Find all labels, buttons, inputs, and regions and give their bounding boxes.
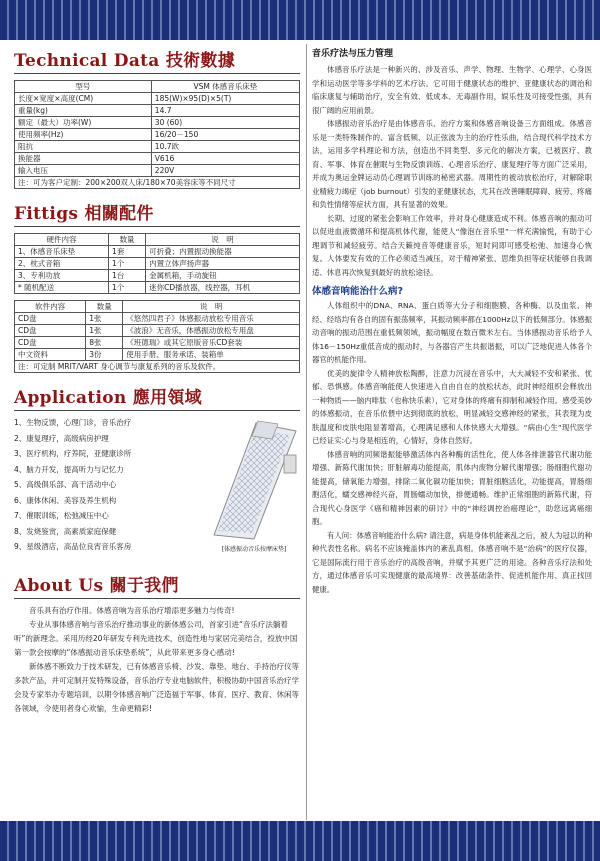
table-cell: 1个	[109, 282, 146, 294]
table-header-row	[15, 234, 300, 246]
list-item: 5、高级俱乐部、高干活动中心	[14, 480, 117, 489]
heading-rule	[14, 410, 300, 411]
table-header-cell: 说 明	[123, 301, 300, 313]
table-cell: 可折叠；内置振动换能器	[146, 246, 300, 258]
table-cell: 30 (60)	[151, 117, 299, 129]
body-paragraph: 优美的旋律令人精神放松陶醉，注意力沉浸在音乐中，大大减轻不安和紧张、忧郁、恐惧感。体感音响能使人快速进入自由自在的放松状态，此时神经组织会释放出一种物质——脑内啡肽（也称快乐素），它对身体的疼痛有抑制和减轻作用。感受美妙的体感振动，在音乐依偎中达到彻底的放松，明显减轻交感神经的紧张，其表现为皮肤温度和皮肤电阻显著增高，心理满足感和人体快感大大增强。“病由心生”现代医学已经证实:心与身是相连的，心情好，身体自然好。	[312, 368, 592, 445]
table-cell: 使用频率(Hz)	[15, 129, 152, 141]
table-cell: CD盘	[15, 313, 86, 325]
fittings-section	[14, 199, 300, 373]
bottom-stripe-band	[0, 821, 600, 861]
table-cell: CD盘	[15, 325, 86, 337]
heading-rule	[14, 226, 300, 227]
table-cell: 3、专利功放	[15, 270, 109, 282]
table-cell: 重量(kg)	[15, 105, 152, 117]
fittings-note: 注：可定制 MRIT/VART 身心调节与康复系列的音乐及软件。	[14, 361, 300, 373]
technical-data-title: Technical Data 技術數據	[14, 51, 236, 71]
about-section	[14, 571, 300, 716]
table-header-cell: 型号	[15, 81, 152, 93]
table-row	[15, 141, 300, 153]
table-cell: 14.7	[151, 105, 299, 117]
table-header-row	[15, 301, 300, 313]
top-stripe-band	[0, 0, 600, 40]
table-row	[15, 105, 300, 117]
software-table	[14, 300, 300, 361]
list-item: 6、康体休闲、美容及养生机构	[14, 495, 117, 505]
music-therapy-heading: 音乐疗法与压力管理	[312, 49, 394, 59]
table-cell: 换能器	[15, 153, 152, 165]
table-row	[15, 246, 300, 258]
table-row	[15, 153, 300, 165]
table-row	[15, 337, 300, 349]
mattress-image	[206, 415, 302, 553]
table-cell: 1张	[86, 325, 123, 337]
right-column	[312, 46, 592, 596]
table-cell: 220V	[151, 165, 299, 177]
what-can-it-treat-heading: 体感音响能治什么病?	[312, 286, 404, 297]
table-cell: 长度×宽度×高度(CM)	[15, 93, 152, 105]
technical-data-table	[14, 80, 300, 177]
table-row	[15, 349, 300, 361]
application-body	[14, 415, 300, 563]
table-cell: 1个	[109, 258, 146, 270]
about-title: About Us 關于我們	[14, 576, 179, 596]
table-row	[15, 117, 300, 129]
mattress-illustration	[206, 415, 302, 541]
table-row	[15, 258, 300, 270]
table-row	[15, 325, 300, 337]
table-cell: 8张	[86, 337, 123, 349]
hardware-table	[14, 233, 300, 294]
body-paragraph: 人体组织中的DNA、RNA、蛋白质等大分子和细胞膜、各种酶、以及血浆、神经、经络均有各自的固有振荡频率，其振动频率都在1000Hz以下的低频部分。体感振动音响的振动范围在重低频领域，振动幅度在数百微米左右。当体感振动音乐给予人体16－150Hz重低音成的振动时，与各器官产生共振谐振，可以广泛地促进人体各个器官的机能作用。	[312, 301, 592, 364]
table-cell: 阻抗	[15, 141, 152, 153]
table-cell: 2、枕式音箱	[15, 258, 109, 270]
table-cell: 金属机箱，手动旋钮	[146, 270, 300, 282]
table-header-row	[15, 81, 300, 93]
about-paragraph: 音乐具有治疗作用。体感音响为音乐治疗增添更多魅力与传奇!	[29, 606, 235, 615]
table-row	[15, 165, 300, 177]
heading-rule	[14, 73, 300, 74]
body-paragraph: 长期、过度的紧张会影响工作效率，并对身心健康造成不利。体感音响的振动可以促进血液微循环和提高机体代谢，能使人“像泡在音乐里”一样充满愉悦，有助于心理调节和减轻疲劳。结合天籁纯音等健康音乐，短时间即可感受松弛、加速身心恢复。人体要发有效的工作必须适当减压，对于精神紧张、思维负担等症状能够自我调适、休息再次恢复到最好的放松途径。	[312, 213, 592, 277]
table-row	[15, 313, 300, 325]
table-cell: 迷你CD播放器，线控器，耳机	[146, 282, 300, 294]
table-row	[15, 282, 300, 294]
table-cell: 使用手册、服务承诺、装箱单	[123, 349, 300, 361]
table-cell: 185(W)×95(D)×5(T)	[151, 93, 299, 105]
technical-data-section	[14, 46, 300, 189]
table-header-cell: 说 明	[146, 234, 300, 246]
table-header-cell: VSM 体感音乐床垫	[151, 81, 299, 93]
left-column	[14, 46, 300, 716]
table-cell: 1套	[109, 246, 146, 258]
table-row	[15, 93, 300, 105]
list-item: 4、脑力开发，提高听力与记忆力	[14, 464, 124, 474]
table-cell: 1、体感音乐床垫	[15, 246, 109, 258]
table-cell: V616	[151, 153, 299, 165]
table-cell: 《悠然四君子》体感振动放松专用音乐	[123, 313, 300, 325]
about-paragraph: 新体感不断致力于技术研发，已有体感音乐椅、沙发、靠垫、地台、手持治疗仪等多款产品，并可定制开发特殊设备，音乐治疗专业电脑软件，积极协助中国音乐治疗学会及专家举办专题培训，以期令体感音响广泛造福于军事、体育、医疗、教育、休闲等各领域，令使用者身心欢愉，生命更精彩!	[14, 662, 299, 713]
technical-data-note: 注：可为客户定制：200×200双人床/180×70美容床等不同尺寸	[14, 177, 300, 189]
list-item: 3、医疗机构，疗养院，亚健康诊所	[14, 449, 132, 458]
table-cell: 输入电压	[15, 165, 152, 177]
heading-rule	[14, 598, 300, 599]
table-cell: 内置立体声扬声器	[146, 258, 300, 270]
body-paragraph: 体感振动音乐治疗是由体感音乐、治疗方案和体感音响设备三方面组成。体感音乐是一类特殊制作的、富含低频、以正弦波为主的治疗性乐曲，结合现代科学技术方法，运用多学科理论和方法，创造出不同类型、多元化的解决方案，已被医疗、教育、军事、体育在催眠与生物反馈训练、心理音乐治疗、康复理疗等方面广泛采用，并成为奥运金牌运动员心理调节训练的秘密武器。周期性的被动放松治疗，对解除职业精疲力竭症（job burnout）引发的亚健康状态，尤其在改善睡眠障碍、疲劳、疼痛和负性情绪等症状方面，具有显著的效果。	[312, 119, 592, 209]
table-cell: 1张	[86, 313, 123, 325]
body-paragraph: 体感音乐疗法是一种新兴的、涉及音乐、声学、物理、生物学、心理学、心身医学和运动医学等多学科的艺术疗法。它可用于健康状态的维护、亚健康状态的调治和临床康复与辅助治疗，安全有效、低成本、无毒副作用，娱乐性及可接受性强，具有很广阔的应用前景。	[312, 65, 592, 115]
table-header-cell: 硬件内容	[15, 234, 109, 246]
table-header-cell: 软件内容	[15, 301, 86, 313]
table-header-cell: 数量	[109, 234, 146, 246]
list-item: 2、康复理疗，高级病房护理	[14, 433, 109, 443]
table-cell: 《波浪》无音乐，体感振动放松专用盘	[123, 325, 300, 337]
table-cell: 1台	[109, 270, 146, 282]
table-cell: 额定（最大）功率(W)	[15, 117, 152, 129]
list-item: 8、发烧鉴赏，高素质家庭保健	[14, 526, 117, 536]
table-row	[15, 270, 300, 282]
table-cell: 《班德瑞》或其它原版音乐CD套装	[123, 337, 300, 349]
list-item: 9、星级酒店，高品位良宵音乐客房	[14, 542, 132, 551]
table-cell: 16/20－150	[151, 129, 299, 141]
table-cell: 中文资料	[15, 349, 86, 361]
mattress-caption: [体感振动音乐按摩床垫]	[221, 546, 287, 553]
table-cell: 3份	[86, 349, 123, 361]
table-cell: 10.7欧	[151, 141, 299, 153]
application-title: Application 應用領域	[14, 388, 202, 408]
list-item: 7、催眠训练，松弛减压中心	[14, 511, 109, 520]
table-header-cell: 数量	[86, 301, 123, 313]
table-cell: * 随机配送	[15, 282, 109, 294]
application-section	[14, 383, 300, 563]
body-paragraph: 有人问：体感音响能治什么病? 请注意，病是身体机能紊乱之后，被人为冠以的种种代表性名称。病名不应该掩盖体内的紊乱真相。体感音响不是“治病”的医疗仪器，它是国际流行用于音乐治疗的高级音响，并赋予其更广泛的用途。各种音乐疗法和处方，通过体感音乐可实现健康的最高境界：改善基础条件、促进机能作用、真正找回健康。	[312, 530, 592, 594]
table-row	[15, 129, 300, 141]
table-cell: CD盘	[15, 337, 86, 349]
body-paragraph: 体感音响的同频谐振能够激活体内各种酶的活性化，使人体各排泄器官代谢功能增强、新陈代谢加快；肝脏解毒功能提高，肌体内废物分解代谢增强；肠细胞代谢功能提高，储氧能力增强，排除二氧化碳功能加快；胃脏细胞活化，功能提高，胃肠细胞活化，蠕交感神经兴奋，胃肠蠕动加快，排便通畅。维护正常细胞的新陈代谢，符合现代心身医学《癌和精神因素的研讨》中的“神经调控治癌理论”，助您远离癌细胞。	[312, 449, 592, 526]
column-divider	[306, 44, 307, 820]
fittings-title: Fittigs 相關配件	[14, 204, 154, 224]
list-item: 1、生物反馈，心理门诊，音乐治疗	[14, 418, 132, 427]
about-paragraph: 专业从事体感音响与音乐治疗推动事业的新体感公司，首家引进“音乐疗法躺着听”的新理念。采用历经20年研发专利先进技术，创造性地与家居完美结合，投放中国第一款会按摩的“体感振动音乐床垫系统”，从此带来更多身心感动!	[14, 620, 298, 657]
